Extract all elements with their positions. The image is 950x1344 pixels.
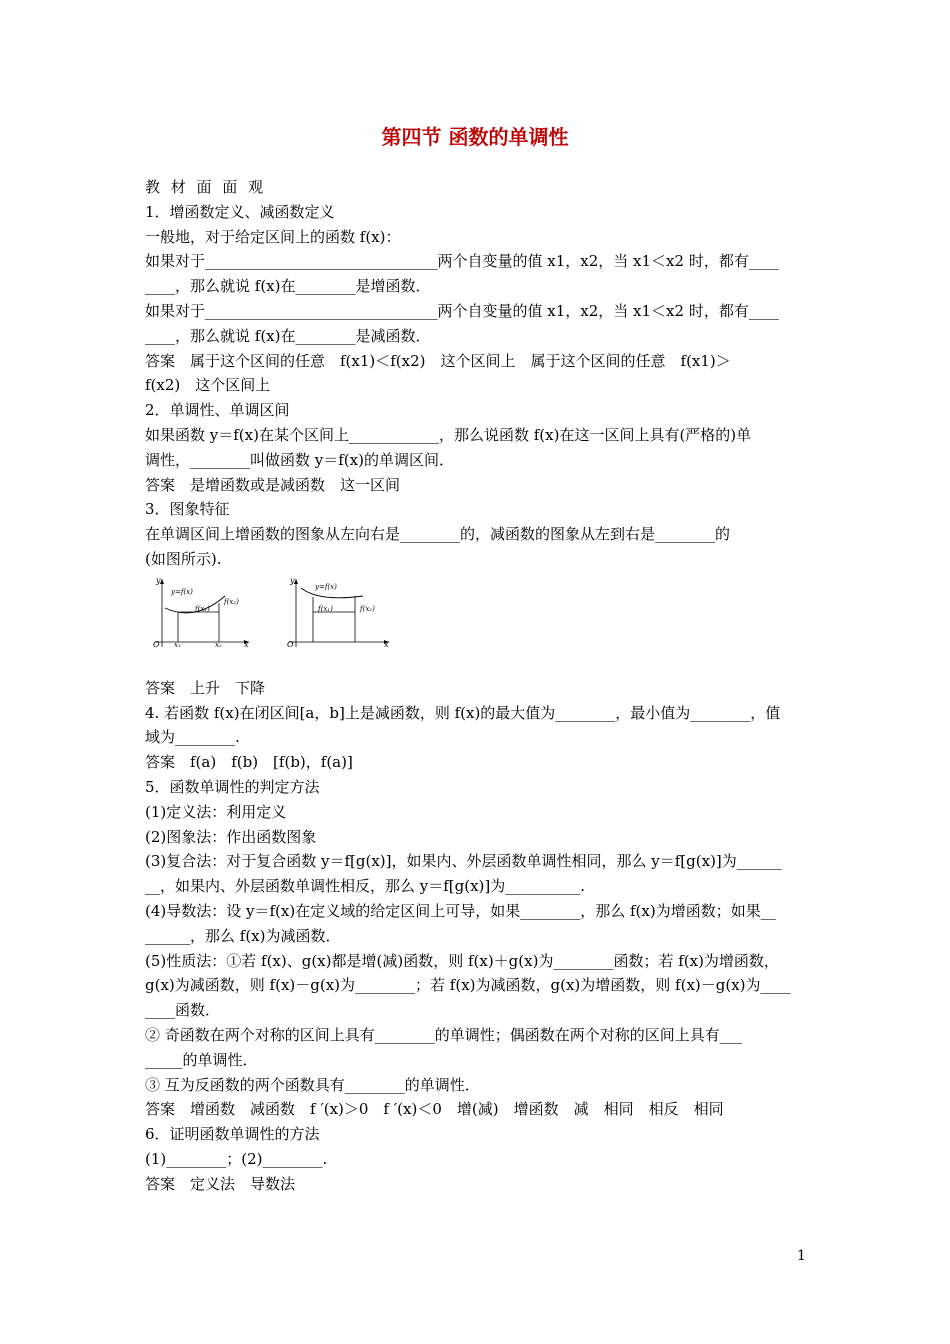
answer-line: 答案 f(a) f(b) [f(b)，f(a)] (145, 753, 353, 772)
answer-line: f(x2) 这个区间上 (145, 376, 271, 395)
text-line: (1)定义法：利用定义 (145, 802, 287, 821)
text-line: 调性，________叫做函数 y＝f(x)的单调区间． (145, 450, 454, 469)
y-axis-label: y (156, 575, 161, 585)
decreasing-function-figure (279, 576, 394, 656)
page-title: 第四节 函数的单调性 (381, 125, 569, 149)
origin-label: O (287, 639, 294, 648)
answer-line: 答案 上升 下降 (145, 678, 266, 697)
text-line: (如图所示). (145, 549, 222, 568)
text-line: 3．图象特征 (145, 500, 230, 519)
text-line: ③ 互为反函数的两个函数具有________的单调性． (145, 1075, 480, 1094)
text-line: ______，那么 f(x)为减函数． (145, 926, 341, 945)
text-line: 2．单调性、单调区间 (145, 401, 290, 420)
fx2-label: f(x₂) (360, 604, 375, 613)
text-line: (1)________；(2)________. (145, 1149, 328, 1168)
increasing-function-figure (145, 576, 255, 656)
text-line: 域为________. (145, 728, 240, 747)
monotonic-figures (145, 576, 809, 676)
text-line: ② 奇函数在两个对称的区间上具有________的单调性；偶函数在两个对称的区间上具有___ (145, 1025, 743, 1044)
answer-line: 答案 增函数 减函数 f ′(x)＞0 f ′(x)＜0 增(减) 增函数 减 相同 相反 相同 (145, 1100, 724, 1119)
text-line: (5)性质法：①若 f(x)、g(x)都是增(减)函数，则 f(x)＋g(x)为________函数；若 f(x)为增函数， (145, 951, 779, 970)
text-line: 如果函数 y＝f(x)在某个区间上____________，那么说函数 f(x)在这一区间上具有(严格的)单 (145, 425, 752, 444)
text-line: ____，那么就说 f(x)在________是增函数． (145, 277, 431, 296)
text-line: 在单调区间上增函数的图象从左向右是________的，减函数的图象从左到右是________的 (145, 525, 731, 544)
x-axis-label: x (384, 639, 389, 648)
text-line: 一般地，对于给定区间上的函数 f(x)： (145, 227, 401, 246)
text-line: _____的单调性． (145, 1050, 258, 1069)
fx2-label: f(x₂) (224, 597, 239, 606)
x-axis-label: x (244, 639, 249, 648)
text-line: (3)复合法：对于复合函数 y＝f[g(x)]，如果内、外层函数单调性相同，那么 y＝f[g(x)]为______ (145, 852, 782, 871)
page-number: 1 (797, 1248, 806, 1264)
fx1-label: f(x₁) (318, 604, 333, 613)
section-heading: 教 材 面 面 观 (145, 178, 267, 196)
curve-label: y=f(x) (171, 587, 193, 596)
text-line: (2)图象法：作出函数图象 (145, 827, 317, 846)
answer-line: 答案 定义法 导数法 (145, 1174, 296, 1193)
answer-line: 答案 属于这个区间的任意 f(x1)＜f(x2) 这个区间上 属于这个区间的任意 f(x1)＞ (145, 351, 731, 370)
answer-line: 答案 是增函数或是减函数 这一区间 (145, 475, 401, 494)
text-line: 5．函数单调性的判定方法 (145, 777, 320, 796)
text-line: __，如果内、外层函数单调性相反，那么 y＝f[g(x)]为__________. (145, 877, 586, 896)
text-line: 如果对于_______________________________两个自变量的值 x1，x2，当 x1＜x2 时，都有____ (145, 252, 779, 271)
curve-label: y=f(x) (315, 582, 337, 591)
x1-tick-label: x₁ (174, 640, 181, 648)
text-line: ____，那么就说 f(x)在________是减函数． (145, 326, 431, 345)
document-body (145, 175, 809, 1196)
text-line: 6．证明函数单调性的方法 (145, 1125, 320, 1144)
text-line: ____函数． (145, 1001, 221, 1020)
text-line: g(x)为减函数，则 f(x)－g(x)为________；若 f(x)为减函数，g(x)为增函数，则 f(x)－g(x)为____ (145, 976, 791, 995)
text-line: 如果对于_______________________________两个自变量的值 x1，x2，当 x1＜x2 时，都有____ (145, 301, 779, 320)
fx1-label: f(x₁) (195, 604, 210, 613)
text-line: 1．增函数定义、减函数定义 (145, 202, 335, 221)
x2-tick-label: x₂ (215, 640, 222, 648)
text-line: (4)导数法：设 y＝f(x)在定义域的给定区间上可导，如果________，那么 f(x)为增函数；如果__ (145, 901, 776, 920)
text-line: 4. 若函数 f(x)在闭区间[a，b]上是减函数，则 f(x)的最大值为________，最小值为________，值 (145, 703, 781, 722)
origin-label: O (153, 639, 160, 648)
y-axis-label: y (290, 575, 295, 585)
